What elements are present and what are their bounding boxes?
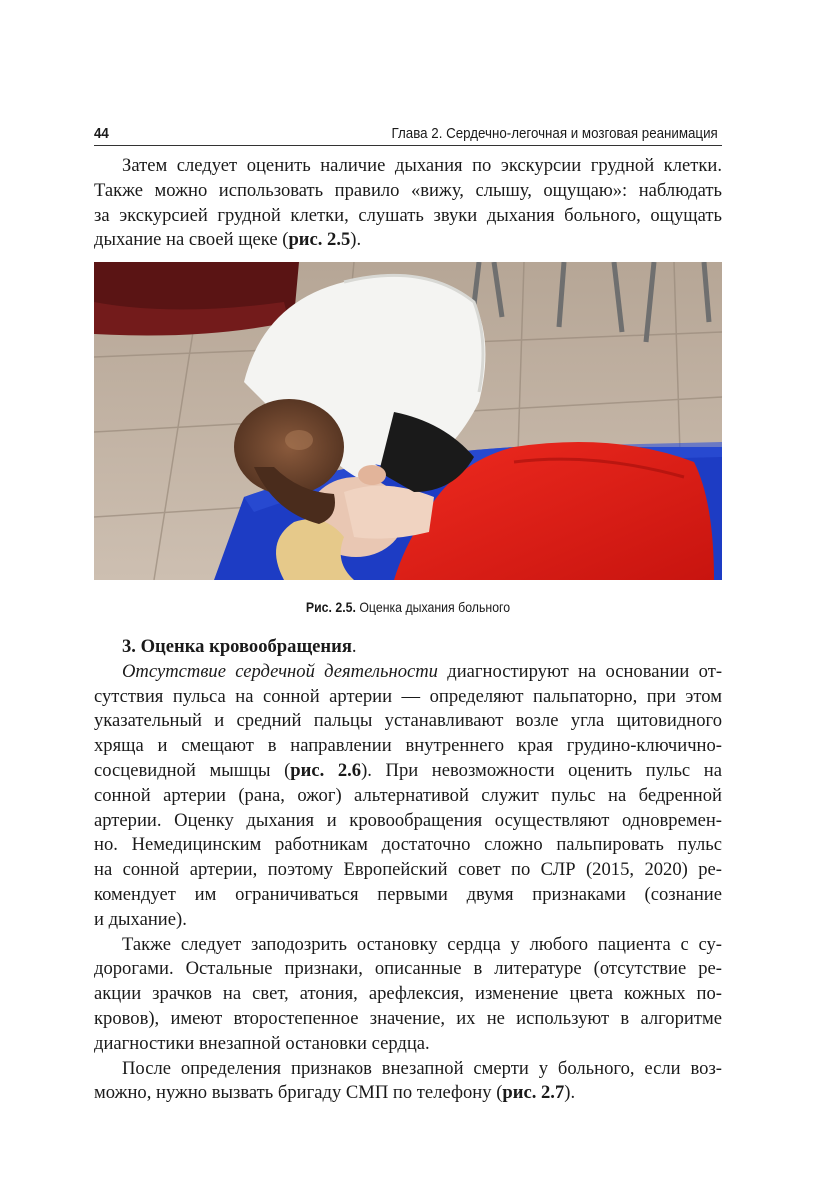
running-header: [94, 120, 718, 142]
text-line: Затем следует оценить наличие дыхания по экскурсии грудной клетки.: [122, 155, 722, 176]
section-heading: 3. Оценка кровообращения.: [122, 636, 357, 657]
text-line: После определения признаков внезапной смерти у больного, если воз-: [122, 1057, 722, 1079]
chapter-title: Глава 2. Сердечно-легочная и мозговая реанимация: [391, 126, 718, 142]
text-line: сонной артерии (рана, ожог) альтернативой служит пульс на бедренной: [94, 784, 722, 806]
text-line: Также следует заподозрить остановку сердца у любого пациента с су-: [122, 933, 722, 955]
figure-reference: рис. 2.5: [288, 229, 351, 251]
text-line: комендует им ограничиваться первыми двумя признаками (сознание: [94, 883, 722, 905]
caption-text: Оценка дыхания больного: [355, 599, 511, 615]
figure-reference: рис. 2.7: [502, 1082, 565, 1104]
text-line: кровов), имеют второстепенное значение, их не используют в алгоритме: [94, 1007, 722, 1029]
text-line: артерии. Оценку дыхания и кровообращения осуществляют одновремен-: [94, 809, 722, 831]
text-line: акции зрачков на свет, атония, арефлексия, изменение цвета кожных по-: [94, 983, 722, 1005]
text-line: диагностики внезапной остановки сердца.: [94, 1032, 430, 1054]
page-number: 44: [94, 126, 109, 142]
text-line: Также можно использовать правило «вижу, слышу, ощущаю»: наблюдать: [94, 179, 722, 201]
header-rule: [94, 145, 722, 146]
text-line: на сонной артерии, поэтому Европейский совет по СЛР (2015, 2020) ре-: [94, 859, 722, 881]
italic-term: Отсутствие сердечной деятельности: [122, 660, 438, 682]
caption-label: Рис. 2.5.: [305, 599, 356, 615]
section-title: 3. Оценка кровообращения: [122, 636, 352, 657]
text-line: Отсутствие сердечной деятельности диагностируют на основании от-: [122, 660, 723, 682]
text-line: хряща и смещают в направлении внутреннего края грудино-ключично-: [94, 735, 722, 757]
figure-caption: [49, 599, 767, 615]
figure-photo: [94, 262, 722, 580]
photo-illustration: [94, 262, 722, 580]
figure-reference: рис. 2.6: [290, 759, 362, 781]
text-line: и дыхание).: [94, 908, 187, 930]
text-line: сутствия пульса на сонной артерии — определяют пальпаторно, при этом: [94, 685, 722, 707]
text-line: дыхание на своей щеке (рис. 2.5).: [94, 229, 362, 251]
text-line: но. Немедицинским работникам достаточно сложно пальпировать пульс: [94, 834, 722, 856]
text-line: за экскурсией грудной клетки, слушать звуки дыхания больного, ощущать: [94, 204, 722, 226]
text-line: дорогами. Остальные признаки, описанные в литературе (отсутствие ре-: [94, 958, 722, 980]
section-blood-circulation: [94, 635, 722, 1106]
text-line: можно, нужно вызвать бригаду СМП по телефону (рис. 2.7).: [94, 1082, 576, 1104]
text-line: указательный и средний пальцы устанавливают возле угла щитовидного: [94, 710, 722, 732]
intro-paragraph: [94, 154, 722, 253]
text-line: сосцевидной мышцы (рис. 2.6). При невозможности оценить пульс на: [94, 759, 722, 781]
